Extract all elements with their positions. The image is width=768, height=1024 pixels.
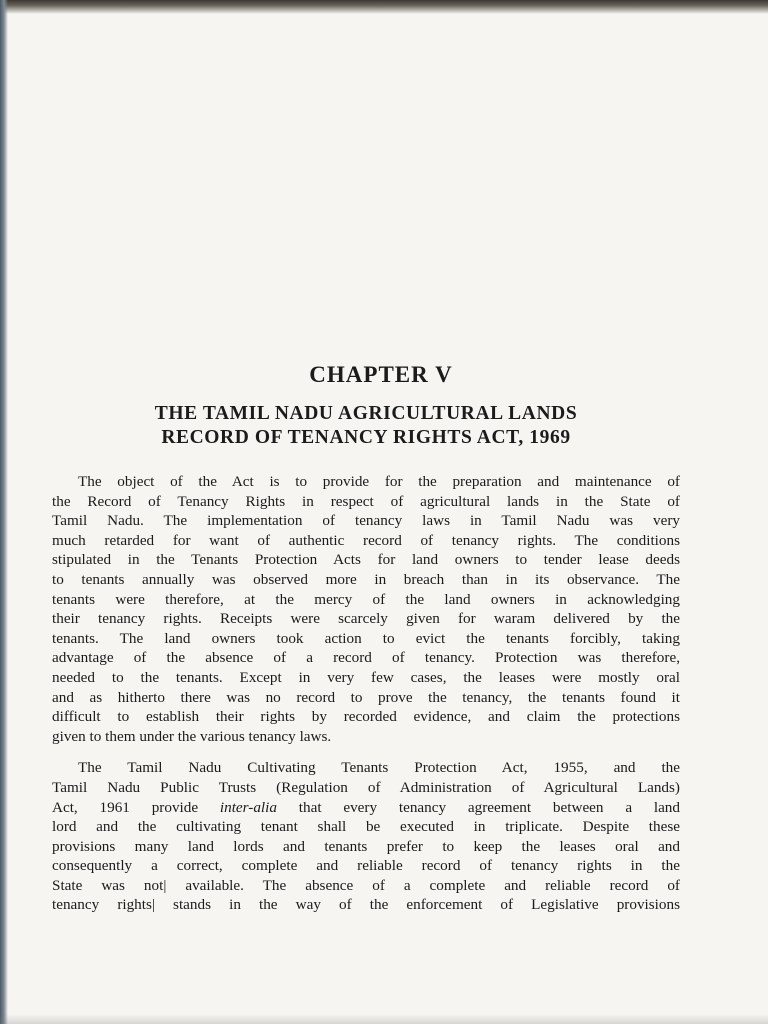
act-title xyxy=(52,402,680,450)
paragraph-1-line: stipulated in the Tenants Protection Acts for land owners to tender lease deeds xyxy=(52,551,680,569)
paragraph-1-line: given to them under the various tenancy laws. xyxy=(52,727,332,745)
paragraph-1-line: advantage of the absence of a record of tenancy. Protection was therefore, xyxy=(52,649,680,667)
chapter-title: CHAPTER V xyxy=(309,362,453,387)
act-title-line-1: THE TAMIL NADU AGRICULTURAL LANDS xyxy=(154,403,578,424)
left-binding-edge xyxy=(0,0,8,1024)
paragraph-1-line: the Record of Tenancy Rights in respect of agricultural lands in the State of xyxy=(52,492,680,510)
paragraph-2-line-3-end: that every tenancy agreement between a land xyxy=(276,798,680,816)
italic-term: inter-alia xyxy=(219,798,277,816)
paragraph-2-line xyxy=(52,798,680,818)
paragraph-1-line: to tenants annually was observed more in breach than in its observance. The xyxy=(52,570,680,588)
paragraph-2-line: tenancy rights| stands in the way of the enforcement of Legislative provisions xyxy=(52,896,680,914)
paragraph-1-line: needed to the tenants. Except in very few cases, the leases were mostly oral xyxy=(52,668,680,686)
paragraph-2-line: State was not| available. The absence of a complete and reliable record of xyxy=(52,876,680,894)
top-edge-shadow xyxy=(0,0,768,14)
paragraph-2-line: Tamil Nadu Public Trusts (Regulation of Administration of Agricultural Lands) xyxy=(52,778,680,796)
paragraph-1-line: The object of the Act is to provide for the preparation and maintenance of xyxy=(78,473,680,490)
bottom-edge-shade xyxy=(0,1014,768,1024)
paragraph-1-line: difficult to establish their rights by recorded evidence, and claim the protections xyxy=(52,708,680,726)
paragraph-1 xyxy=(52,472,680,746)
paragraph-1-line: tenants. The land owners took action to evict the tenants forcibly, taking xyxy=(52,629,680,647)
paragraph-2 xyxy=(52,758,680,915)
paragraph-2-line-3-start: Act, 1961 provide xyxy=(52,798,220,816)
paragraph-2-line: lord and the cultivating tenant shall be executed in triplicate. Despite these xyxy=(52,818,680,836)
act-title-line-2: RECORD OF TENANCY RIGHTS ACT, 1969 xyxy=(161,427,571,448)
paragraph-2-line: consequently a correct, complete and reliable record of tenancy rights in the xyxy=(52,857,680,875)
paragraph-1-line: tenants were therefore, at the mercy of the land owners in acknowledging xyxy=(52,590,680,608)
paragraph-1-line: their tenancy rights. Receipts were scarcely given for waram delivered by the xyxy=(52,610,680,628)
paragraph-1-line: Tamil Nadu. The implementation of tenancy laws in Tamil Nadu was very xyxy=(52,512,680,530)
paragraph-2-line: The Tamil Nadu Cultivating Tenants Protection Act, 1955, and the xyxy=(78,759,680,777)
page-content xyxy=(52,362,680,915)
paragraph-2-line: provisions many land lords and tenants prefer to keep the leases oral and xyxy=(52,837,680,855)
paragraph-1-line: and as hitherto there was no record to prove the tenancy, the tenants found it xyxy=(52,688,680,706)
paragraph-1-line: much retarded for want of authentic record of tenancy rights. The conditions xyxy=(52,531,680,549)
